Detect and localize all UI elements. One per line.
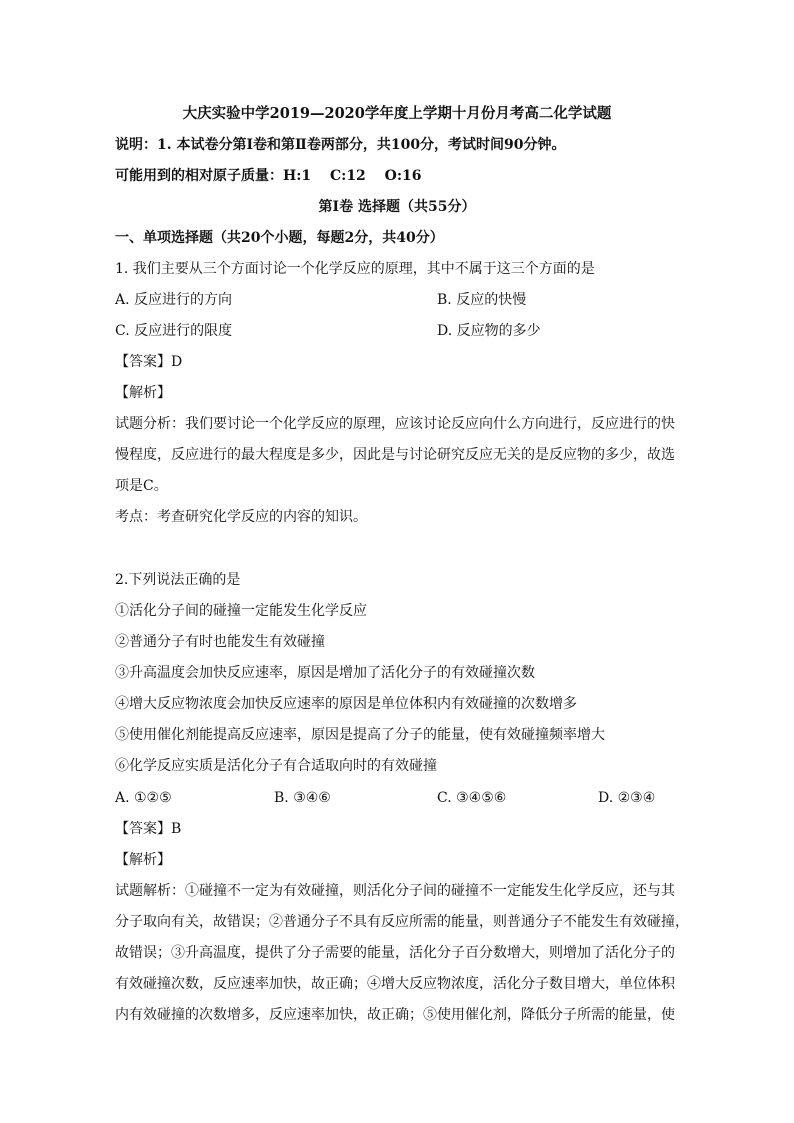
q2-analysis-line: 有效碰撞次数，反应速率加快，故正确；④增大反应物浓度，活化分子数目增大，单位体积	[115, 976, 675, 992]
part-heading: 一、单项选择题（共20个小题，每题2分，共40分）	[115, 230, 444, 246]
section-heading: 第Ⅰ卷 选择题（共55分）	[318, 199, 476, 215]
q1-option-b: B. 反应的快慢	[437, 292, 527, 308]
q1-analysis-line: 慢程度，反应进行的最大程度是多少，因此是与讨论研究反应无关的是反应物的多少，故选	[115, 447, 675, 463]
q1-analysis-label: 【解析】	[115, 385, 171, 401]
atomic-masses: 可能用到的相对原子质量：H:1 C:12 O:16	[115, 168, 422, 184]
exam-instructions: 说明：1. 本试卷分第Ⅰ卷和第Ⅱ卷两部分，共100分，考试时间90分钟。	[115, 137, 566, 153]
q2-statement: ①活化分子间的碰撞一定能发生化学反应	[115, 603, 367, 619]
q2-option-b: B. ③④⑥	[274, 790, 331, 806]
q2-statement: ③升高温度会加快反应速率，原因是增加了活化分子的有效碰撞次数	[115, 665, 535, 681]
q2-option-a: A. ①②⑤	[115, 790, 172, 806]
q1-option-a: A. 反应进行的方向	[115, 292, 233, 308]
q1-answer: 【答案】D	[115, 354, 183, 370]
q2-statement: ②普通分子有时也能发生有效碰撞	[115, 634, 325, 650]
q2-analysis-line: 试题解析：①碰撞不一定为有效碰撞，则活化分子间的碰撞不一定能发生化学反应，还与其	[115, 883, 675, 899]
q2-statement: ⑥化学反应实质是活化分子有合适取向时的有效碰撞	[115, 758, 437, 774]
question-2-stem: 2.下列说法正确的是	[115, 572, 241, 588]
q2-answer: 【答案】B	[115, 821, 182, 837]
q1-point: 考点：考查研究化学反应的内容的知识。	[115, 509, 367, 525]
q2-analysis-label: 【解析】	[115, 852, 171, 868]
exam-title: 大庆实验中学2019—2020学年度上学期十月份月考高二化学试题	[182, 105, 612, 122]
q1-option-c: C. 反应进行的限度	[115, 323, 233, 339]
q1-option-d: D. 反应物的多少	[437, 323, 541, 339]
q2-analysis-line: 内有效碰撞的次数增多，反应速率加快，故正确；⑤使用催化剂，降低分子所需的能量，使	[115, 1007, 675, 1023]
q1-analysis-line: 项是C。	[115, 478, 168, 494]
q2-option-d: D. ②③④	[598, 790, 656, 806]
q2-option-c: C. ③④⑤⑥	[437, 790, 507, 806]
q2-statement: ⑤使用催化剂能提高反应速率，原因是提高了分子的能量，使有效碰撞频率增大	[115, 727, 605, 743]
q2-analysis-line: 故错误；③升高温度，提供了分子需要的能量，活化分子百分数增大，则增加了活化分子的	[115, 945, 675, 961]
q1-analysis-line: 试题分析：我们要讨论一个化学反应的原理，应该讨论反应向什么方向进行，反应进行的快	[115, 416, 675, 432]
q2-statement: ④增大反应物浓度会加快反应速率的原因是单位体积内有效碰撞的次数增多	[115, 696, 577, 712]
question-1-stem: 1. 我们主要从三个方面讨论一个化学反应的原理，其中不属于这三个方面的是	[115, 261, 595, 277]
q2-analysis-line: 分子取向有关，故错误；②普通分子不具有反应所需的能量，则普通分子不能发生有效碰撞，	[115, 914, 689, 930]
